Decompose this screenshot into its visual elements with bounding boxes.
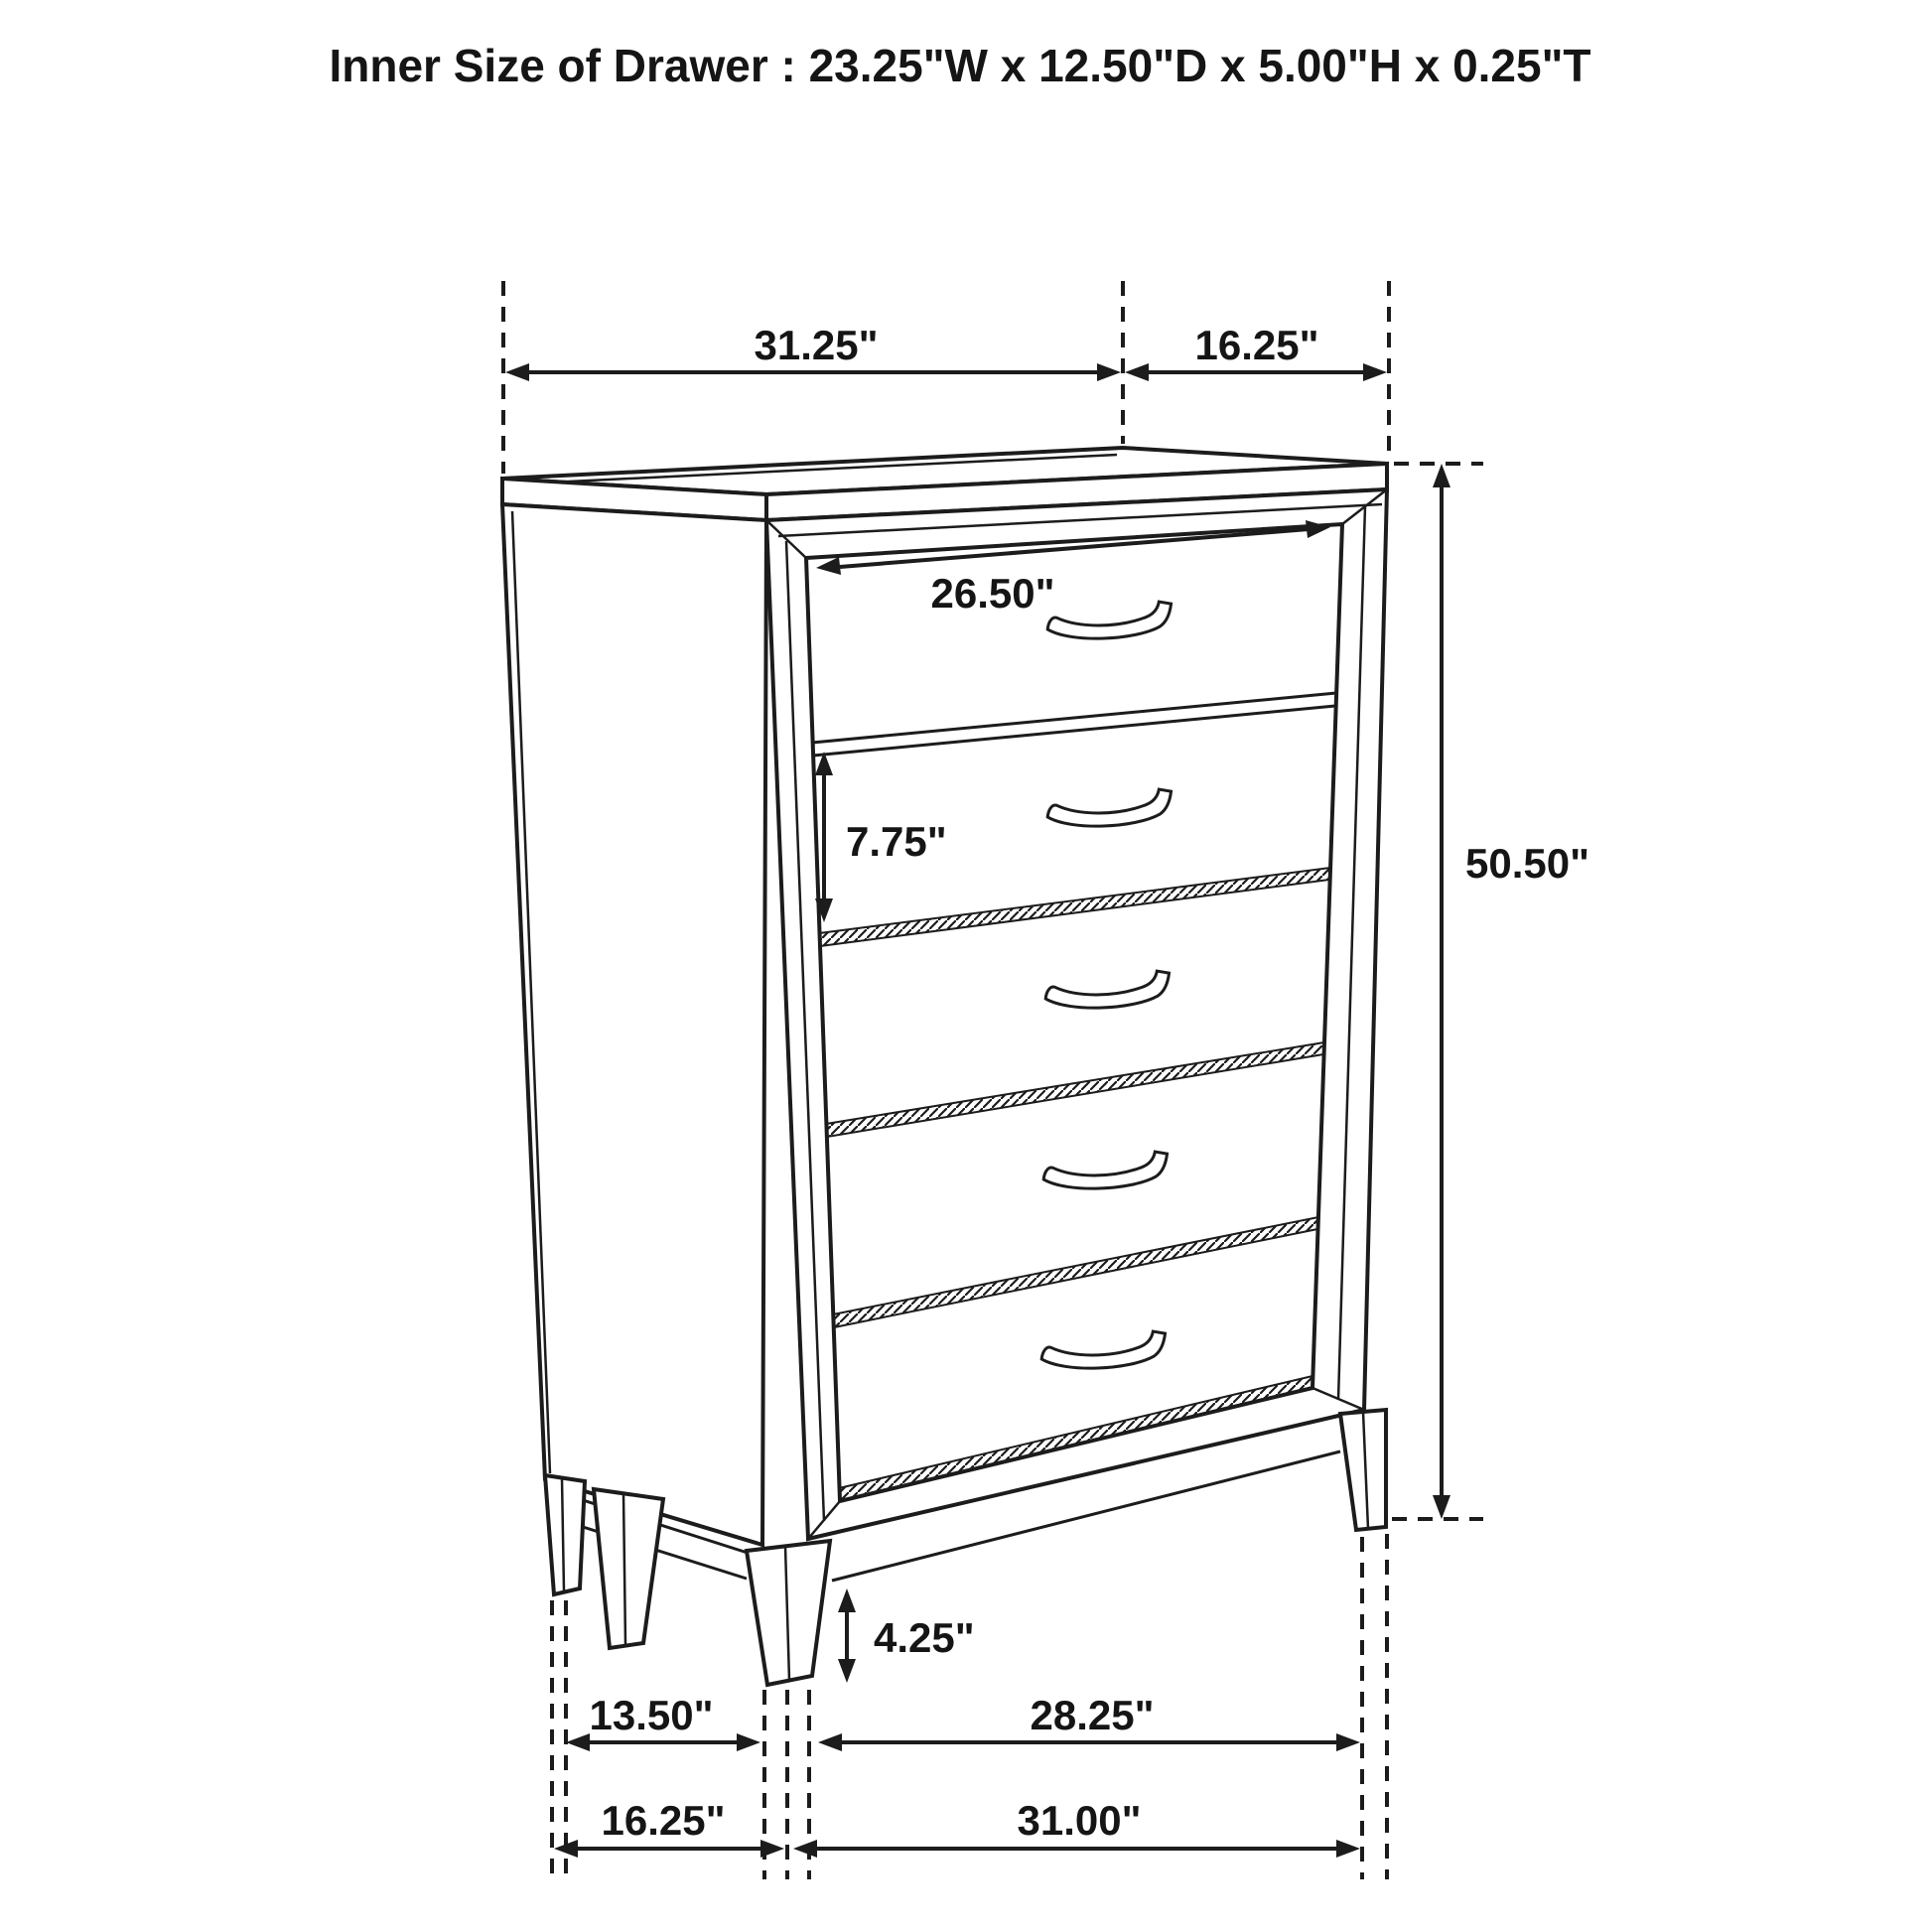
dim-label-top-width: 31.25" (754, 322, 879, 368)
dimension-overall-width-bottom (793, 1797, 1360, 1858)
leg-side-front (594, 1489, 663, 1648)
leg-back-left (545, 1475, 585, 1594)
dim-label-base-front-span: 28.25" (1030, 1692, 1155, 1738)
dim-label-top-depth: 16.25" (1194, 322, 1319, 368)
dim-label-drawer-width: 26.50" (930, 570, 1055, 617)
side-panel (502, 504, 766, 1545)
dimension-base-front-span (818, 1692, 1360, 1751)
dim-label-overall-height: 50.50" (1465, 840, 1590, 887)
dim-label-leg-height: 4.25" (874, 1614, 975, 1661)
dimension-top-depth (1125, 322, 1387, 381)
leg-front-right (1340, 1410, 1386, 1530)
dimension-overall-height (1433, 464, 1589, 1519)
chest-drawing (502, 448, 1387, 1685)
dim-label-overall-depth-bottom: 16.25" (601, 1797, 726, 1844)
dim-label-leg-span-side: 13.50" (589, 1692, 714, 1738)
dim-label-overall-width-bottom: 31.00" (1017, 1797, 1142, 1844)
leg-front-left (747, 1541, 830, 1685)
dim-label-drawer-height: 7.75" (846, 818, 947, 865)
drawing-title: Inner Size of Drawer : 23.25"W x 12.50"D x 5.00"H x 0.25"T (329, 40, 1591, 91)
dimension-top-width (505, 322, 1121, 381)
dimension-overall-depth-bottom (554, 1797, 784, 1858)
dimension-leg-span-side (566, 1692, 760, 1751)
dimension-leg-height (838, 1588, 975, 1683)
